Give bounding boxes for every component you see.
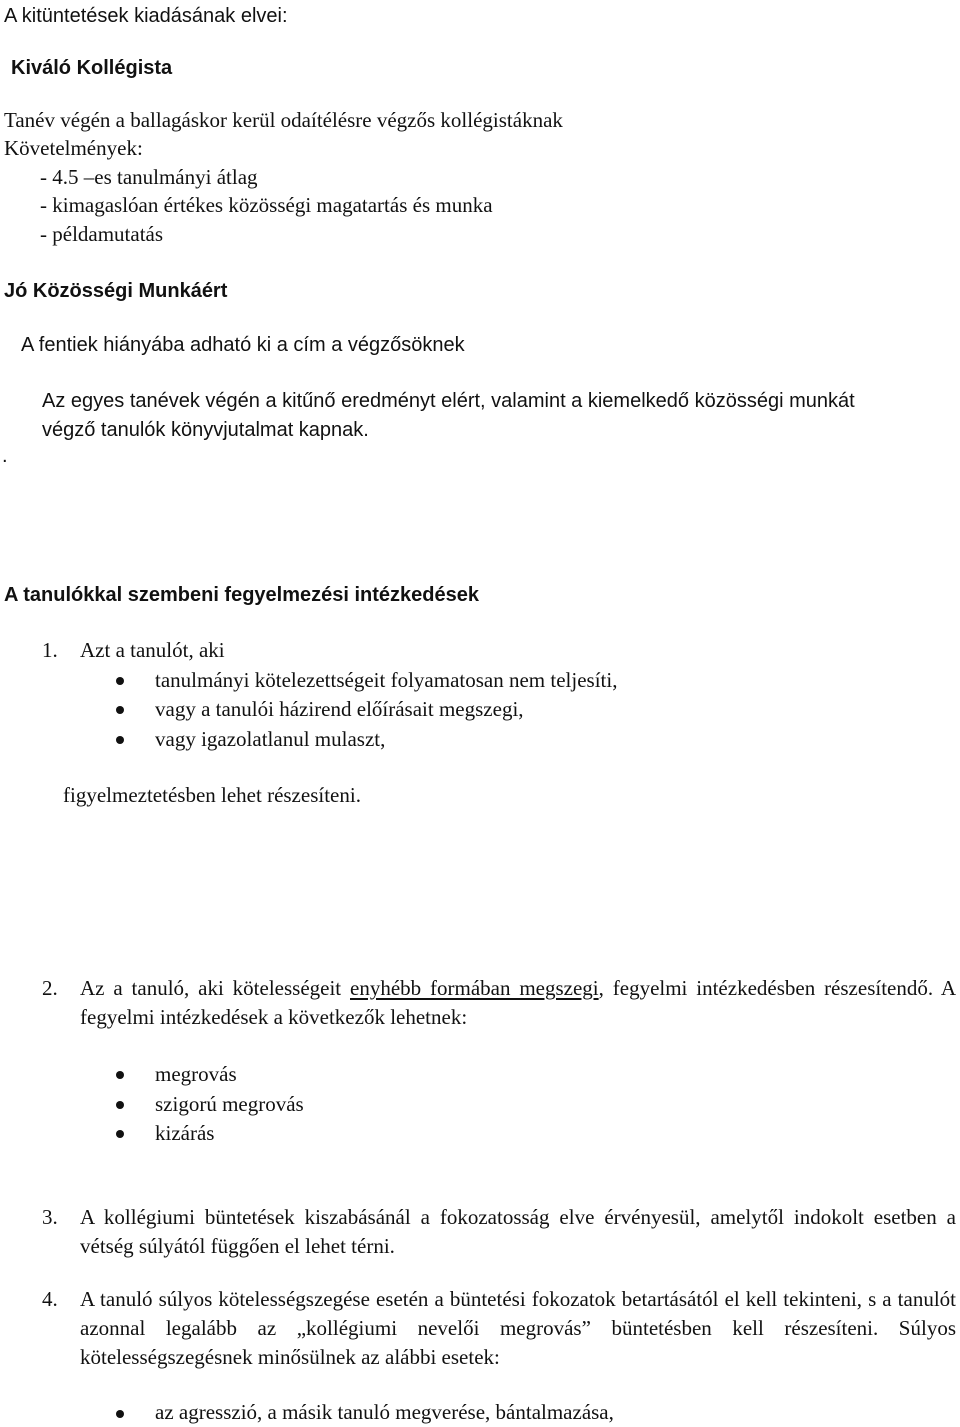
discipline-section-title: A tanulókkal szembeni fegyelmezési intézkedések (4, 584, 480, 606)
award-title-jo-kozossegi-munkaert: Jó Közösségi Munkáért (4, 280, 228, 302)
book-reward-line-1: Az egyes tanévek végén a kitűnő eredményt elért, valamint a kiemelkedő közösségi munkát (42, 390, 855, 412)
bullet-icon (116, 677, 124, 685)
item-4-bullet-text: az agresszió, a másik tanuló megverése, bántalmazása, (155, 1400, 614, 1424)
requirement-item: - példamutatás (40, 222, 164, 246)
bullet-icon (116, 1410, 124, 1418)
item-2-bullet-text: kizárás (155, 1121, 215, 1145)
item-2-bullet-text: szigorú megrovás (155, 1092, 304, 1116)
bullet-icon (116, 706, 124, 714)
bullet-icon (116, 1130, 124, 1138)
requirement-item: - 4.5 –es tanulmányi átlag (40, 165, 258, 189)
item-4-text: A tanuló súlyos kötelességszegése esetén a büntetési fokozatok betartásától el kell tekinteni, s a tanulót azonnal legalább az „kollégiumi nevelői megrovás” büntetésben kell részesíteni. Súlyos kötelességszegésnek minősülnek az alábbi esetek: (80, 1287, 956, 1369)
award-intro-text: Tanév végén a ballagáskor kerül odaítélésre végzős kollégistáknak (4, 108, 563, 132)
book-reward-line-2: végző tanulók könyvjutalmat kapnak. (42, 419, 369, 441)
bullet-icon (116, 736, 124, 744)
bullet-icon (116, 1101, 124, 1109)
item-2-underlined-phrase: enyhébb formában megszegi (350, 976, 599, 1000)
item-3-number: 3. (42, 1205, 58, 1229)
page-title: A kitüntetések kiadásának elvei: (4, 5, 288, 27)
item-1-bullet-text: tanulmányi kötelezettségeit folyamatosan nem teljesíti, (155, 668, 618, 692)
award2-text: A fentiek hiányába adható ki a cím a végzősöknek (21, 334, 465, 356)
item-2-text (80, 974, 956, 1032)
award-title-kivalo-kollegista: Kiváló Kollégista (11, 57, 173, 79)
item-1-conclusion: figyelmeztetésben lehet részesíteni. (63, 783, 361, 807)
item-1-bullet-text: vagy a tanulói házirend előírásait megszegi, (155, 697, 524, 721)
requirements-label: Követelmények: (4, 136, 143, 160)
item-2-text-before: Az a tanuló, aki kötelességeit (80, 976, 350, 1000)
bullet-icon (116, 1071, 124, 1079)
item-1-number: 1. (42, 638, 58, 662)
requirement-item: - kimagaslóan értékes közösségi magatartás és munka (40, 193, 493, 217)
item-1-bullet-text: vagy igazolatlanul mulaszt, (155, 727, 386, 751)
item-1-lead: Azt a tanulót, aki (80, 638, 225, 662)
item-3-text: A kollégiumi büntetések kiszabásánál a fokozatosság elve érvényesül, amelytől indokolt esetben a vétség súlyától függően el lehet térni. (80, 1205, 956, 1258)
stray-dot: . (2, 445, 8, 467)
item-2-number: 2. (42, 976, 58, 1000)
item-2-text-after: , fegyelmi intézkedésben részesítendő. A fegyelmi intézkedések a következők lehetnek: (80, 976, 956, 1029)
item-4-number: 4. (42, 1287, 58, 1311)
item-2-bullet-text: megrovás (155, 1062, 237, 1086)
